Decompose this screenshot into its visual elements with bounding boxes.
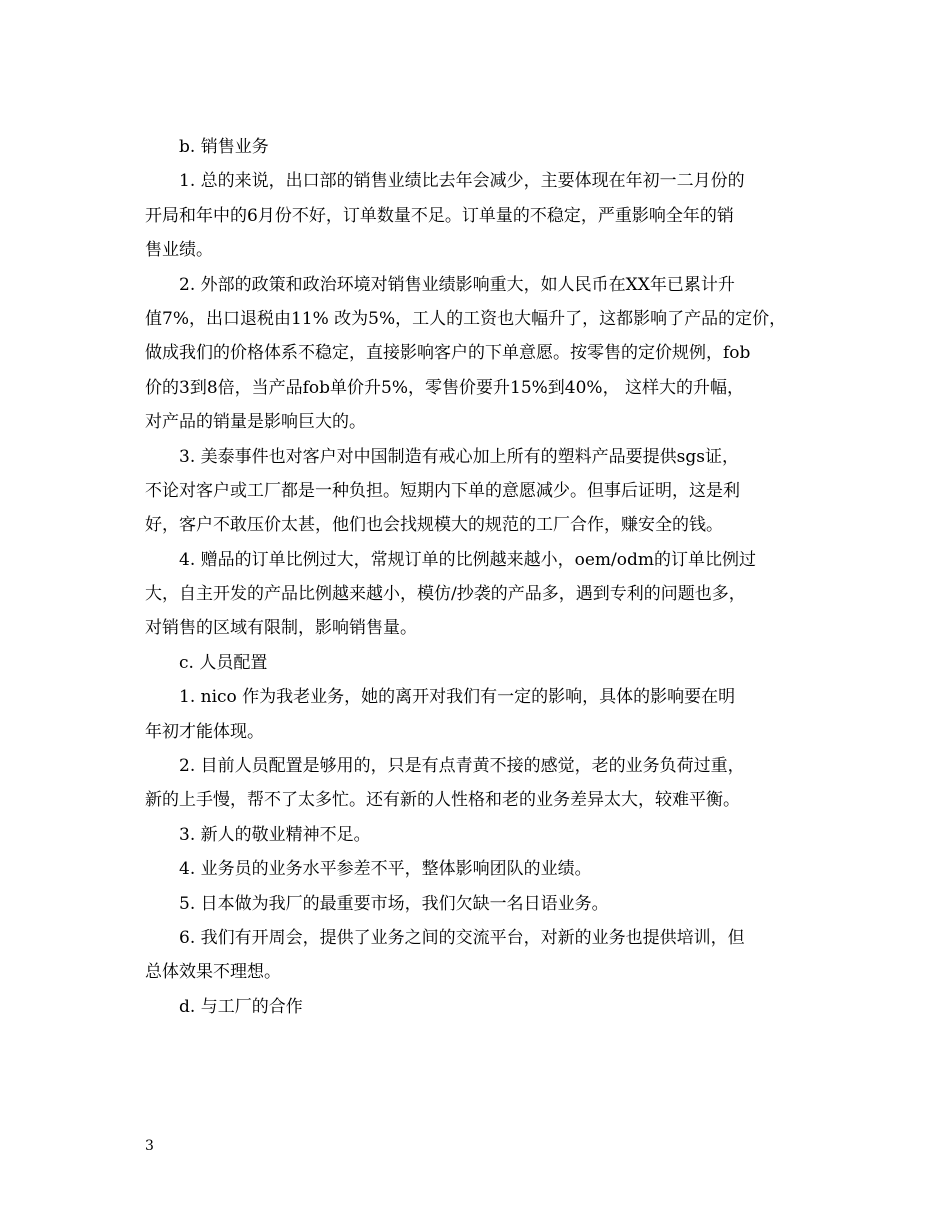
paragraph-line: 4. 业务员的业务水平参差不平，整体影响团队的业绩。 <box>179 859 592 880</box>
paragraph-line: 大，自主开发的产品比例越来越小，模仿/抄袭的产品多，遇到专利的问题也多， <box>145 584 746 605</box>
paragraph-line: 好，客户不敢压价太甚，他们也会找规模大的规范的工厂合作，赚安全的钱。 <box>145 515 723 536</box>
paragraph-line: 新的上手慢，帮不了太多忙。还有新的人性格和老的业务差异太大，较难平衡。 <box>145 790 740 811</box>
paragraph-line: 2. 目前人员配置是够用的，只是有点青黄不接的感觉，老的业务负荷过重， <box>179 756 745 777</box>
paragraph-line: 1. nico 作为我老业务，她的离开对我们有一定的影响，具体的影响要在明 <box>179 687 736 708</box>
paragraph-line: 对销售的区域有限制，影响销售量。 <box>145 618 417 639</box>
paragraph-line: 3. 美泰事件也对客户对中国制造有戒心加上所有的塑料产品要提供sgs证， <box>179 446 739 467</box>
paragraph-line: 售业绩。 <box>145 240 213 261</box>
paragraph-line: 2. 外部的政策和政治环境对销售业绩影响重大，如人民币在XX年已累计升 <box>179 274 735 295</box>
paragraph-line: 值7%，出口退税由11% 改为5%，工人的工资也大幅升了，这都影响了产品的定价， <box>145 308 787 329</box>
paragraph-line: 6. 我们有开周会，提供了业务之间的交流平台，对新的业务也提供培训，但 <box>179 927 745 948</box>
paragraph-line: 5. 日本做为我厂的最重要市场，我们欠缺一名日语业务。 <box>179 893 609 914</box>
paragraph-line: 开局和年中的6月份不好，订单数量不足。订单量的不稳定，严重影响全年的销 <box>145 205 734 226</box>
document-body <box>145 130 815 1024</box>
paragraph-line: 对产品的销量是影响巨大的。 <box>145 412 366 433</box>
paragraph-line: 做成我们的价格体系不稳定，直接影响客户的下单意愿。按零售的定价规例，fob <box>145 343 751 364</box>
section-heading-staffing: c. 人员配置 <box>179 652 268 673</box>
page-number: 3 <box>145 1138 154 1154</box>
section-heading-factory: d. 与工厂的合作 <box>179 996 303 1017</box>
paragraph-line: 4. 赠品的订单比例过大，常规订单的比例越来越小，oem/odm的订单比例过 <box>179 549 757 570</box>
paragraph-line: 价的3到8倍，当产品fob单价升5%，零售价要升15%到40%， 这样大的升幅， <box>145 377 744 398</box>
paragraph-line: 年初才能体现。 <box>145 721 264 742</box>
paragraph-line: 不论对客户或工厂都是一种负担。短期内下单的意愿减少。但事后证明，这是利 <box>145 480 740 501</box>
section-heading-sales: b. 销售业务 <box>179 137 269 157</box>
paragraph-line: 3. 新人的敬业精神不足。 <box>179 824 371 845</box>
paragraph-line: 总体效果不理想。 <box>145 962 281 983</box>
paragraph-line: 1. 总的来说，出口部的销售业绩比去年会减少，主要体现在年初一二月份的 <box>179 171 745 192</box>
